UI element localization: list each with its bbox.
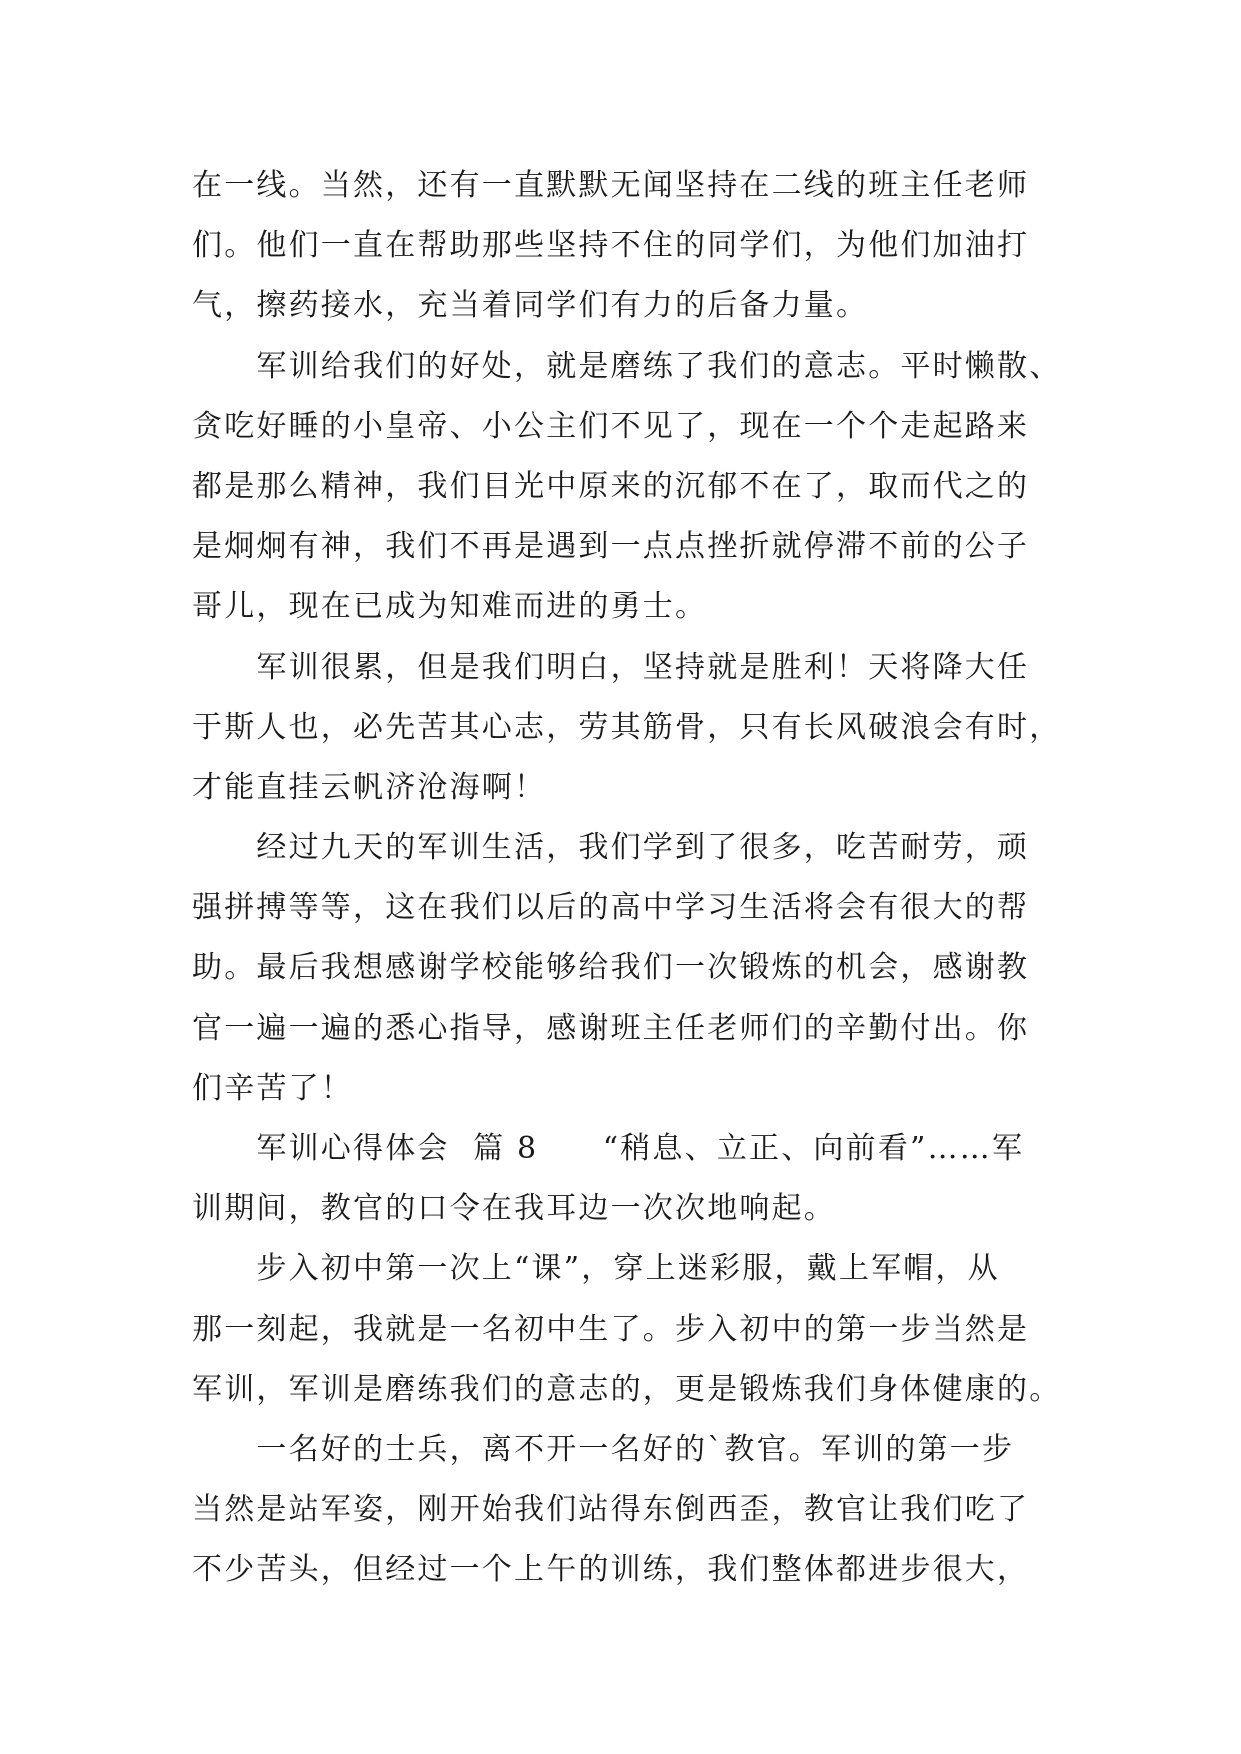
text-line: 气，擦药接水，充当着同学们有力的后备力量。 [192,288,869,324]
text-line: 们。他们一直在帮助那些坚持不住的同学们，为他们加油打 [192,228,1030,264]
text-line: 当然是站军姿，刚开始我们站得东倒西歪，教官让我们吃了 [192,1492,1030,1528]
document-body [192,156,1062,1601]
text-line: 经过九天的军训生活，我们学到了很多，吃苦耐劳，顽 [192,830,1030,866]
text-line: 训期间，教官的口令在我耳边一次次地响起。 [192,1191,836,1227]
text-line: 在一线。当然，还有一直默默无闻坚持在二线的班主任老师 [192,168,1030,203]
text-line: 一名好的士兵，离不开一名好的`教官。军训的第一步 [192,1431,1015,1467]
text-line: 是炯炯有神，我们不再是遇到一点点挫折就停滞不前的公子 [192,529,1030,565]
text-line: 于斯人也，必先苦其心志，劳其筋骨，只有长风破浪会有时， [192,709,1062,745]
text-line: 官一遍一遍的悉心指导，感谢班主任老师们的辛勤付出。你 [192,1010,1030,1046]
text-line: 军训给我们的好处，就是磨练了我们的意志。平时懒散、 [192,348,1062,384]
text-line: 们辛苦了！ [192,1070,353,1106]
text-line: 贪吃好睡的小皇帝、小公主们不见了，现在一个个走起路来 [192,408,1030,444]
text-line: 步入初中第一次上“课”，穿上迷彩服，戴上军帽，从 [192,1251,1000,1287]
text-line: 军训很累，但是我们明白，坚持就是胜利！天将降大任 [192,649,1030,685]
text-line: 哥儿，现在已成为知难而进的勇士。 [192,589,708,625]
text-line: 都是那么精神，我们目光中原来的沉郁不在了，取而代之的 [192,468,1030,504]
text-line: 不少苦头，但经过一个上午的训练，我们整体都进步很大， [192,1552,1030,1588]
text-line: 军训心得体会 篇 8 “稍息、立正、向前看”……军 [192,1131,1025,1166]
text-line: 助。最后我想感谢学校能够给我们一次锻炼的机会，感谢教 [192,950,1030,986]
text-line: 才能直挂云帆济沧海啊！ [192,769,547,805]
text-line: 强拼搏等等，这在我们以后的高中学习生活将会有很大的帮 [192,890,1030,926]
text-line: 军训，军训是磨练我们的意志的，更是锻炼我们身体健康的。 [192,1371,1062,1407]
text-line: 那一刻起，我就是一名初中生了。步入初中的第一步当然是 [192,1311,1030,1347]
